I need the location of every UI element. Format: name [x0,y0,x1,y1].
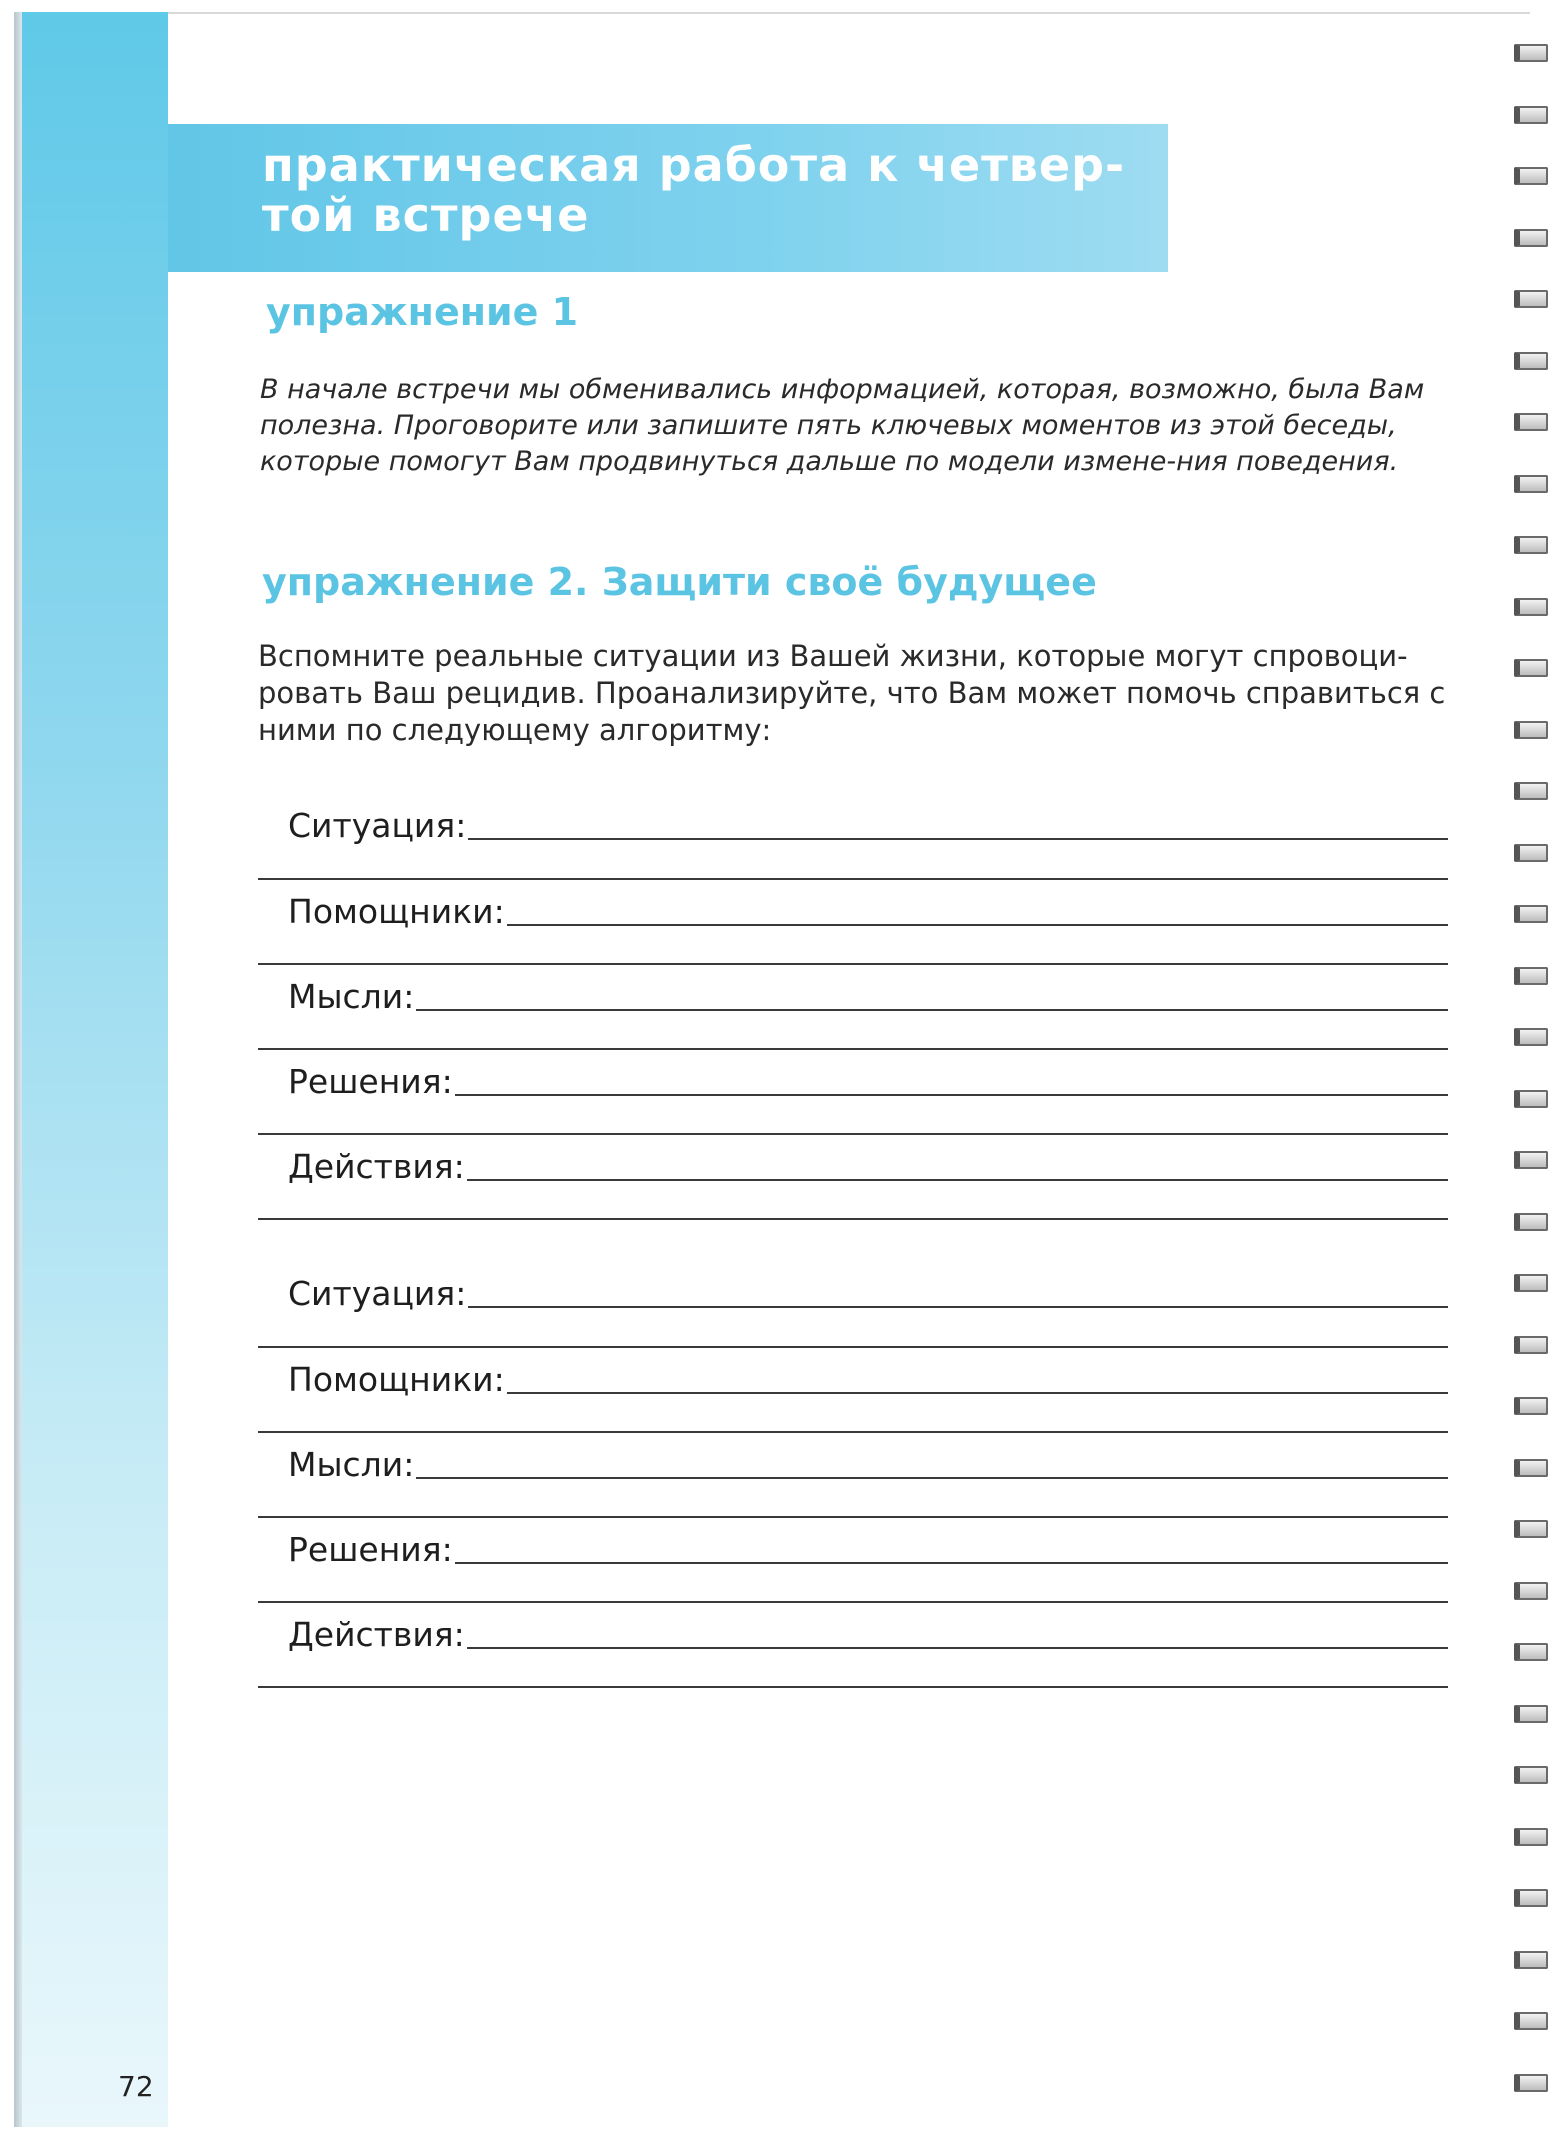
decisions-label: Решения: [288,1530,453,1569]
helpers-write-line[interactable] [507,1392,1448,1394]
spiral-ring [1514,1274,1548,1292]
spiral-ring [1514,536,1548,554]
spiral-ring [1514,1705,1548,1723]
exercise-1-text: В начале встречи мы обменивались информацией, которая, возможно, была Вам полезна. Проговорите или запишите пять ключевых моментов из этой беседы, которые помогут Вам продвинуться дальше по модели измене-ния поведения. [260,374,1425,477]
actions-label: Действия: [288,1147,465,1186]
spiral-ring [1514,721,1548,739]
actions-field-1[interactable] [288,1141,1448,1187]
blank-line[interactable] [258,1218,1448,1220]
spiral-ring [1514,659,1548,677]
thoughts-write-line[interactable] [416,1477,1448,1479]
helpers-label: Помощники: [288,1360,505,1399]
exercise-1-heading: упражнение 1 [266,290,579,334]
spiral-ring [1514,2074,1548,2092]
actions-write-line[interactable] [467,1179,1448,1181]
spiral-ring [1514,1766,1548,1784]
page-title-text: практическая работа к четвер- той встрече [262,138,1126,242]
spiral-ring [1514,1889,1548,1907]
situation-label: Ситуация: [288,806,467,845]
helpers-field-1[interactable] [288,886,1448,932]
spiral-ring [1514,1336,1548,1354]
spiral-ring [1514,229,1548,247]
decisions-field-1[interactable] [288,1056,1448,1102]
spiral-ring [1514,905,1548,923]
page-title [262,140,1142,240]
spiral-binding [1514,36,1544,2126]
spiral-ring [1514,967,1548,985]
situation-write-line[interactable] [468,1306,1448,1308]
page-number: 72 [118,2070,154,2103]
spiral-ring [1514,167,1548,185]
actions-write-line[interactable] [467,1647,1448,1649]
left-band-shadow [14,12,22,2127]
helpers-field-2[interactable] [288,1354,1448,1400]
page-top-edge [150,12,1530,14]
blank-line[interactable] [258,1431,1448,1433]
blank-line[interactable] [258,878,1448,880]
blank-line[interactable] [258,1346,1448,1348]
spiral-ring [1514,2012,1548,2030]
decisions-label: Решения: [288,1062,453,1101]
thoughts-write-line[interactable] [416,1009,1448,1011]
spiral-ring [1514,413,1548,431]
spiral-ring [1514,106,1548,124]
situation-write-line[interactable] [468,838,1448,840]
blank-line[interactable] [258,1133,1448,1135]
spiral-ring [1514,1520,1548,1538]
situation-field-1[interactable] [288,800,1448,846]
thoughts-label: Мысли: [288,977,415,1016]
blank-line[interactable] [258,1686,1448,1688]
spiral-ring [1514,1459,1548,1477]
thoughts-field-2[interactable] [288,1439,1448,1485]
spiral-ring [1514,844,1548,862]
spiral-ring [1514,1643,1548,1661]
left-color-band [14,12,168,2127]
spiral-ring [1514,1582,1548,1600]
actions-field-2[interactable] [288,1609,1448,1655]
decisions-field-2[interactable] [288,1524,1448,1570]
spiral-ring [1514,1951,1548,1969]
spiral-ring [1514,1151,1548,1169]
actions-label: Действия: [288,1615,465,1654]
blank-line[interactable] [258,1601,1448,1603]
spiral-ring [1514,598,1548,616]
spiral-ring [1514,1213,1548,1231]
exercise-2-text: Вспомните реальные ситуации из Вашей жизни, которые могут спровоци-ровать Ваш рецидив. Проанализируйте, что Вам может помочь справиться с ними по следующему алгоритму: [258,639,1446,747]
situation-label: Ситуация: [288,1274,467,1313]
blank-line[interactable] [258,963,1448,965]
spiral-ring [1514,1028,1548,1046]
spiral-ring [1514,1828,1548,1846]
spiral-ring [1514,475,1548,493]
decisions-write-line[interactable] [455,1562,1448,1564]
thoughts-field-1[interactable] [288,971,1448,1017]
spiral-ring [1514,44,1548,62]
spiral-ring [1514,352,1548,370]
spiral-ring [1514,290,1548,308]
thoughts-label: Мысли: [288,1445,415,1484]
helpers-write-line[interactable] [507,924,1448,926]
blank-line[interactable] [258,1516,1448,1518]
exercise-2-heading: упражнение 2. Защити своё будущее [262,560,1097,604]
helpers-label: Помощники: [288,892,505,931]
decisions-write-line[interactable] [455,1094,1448,1096]
spiral-ring [1514,1397,1548,1415]
spiral-ring [1514,1090,1548,1108]
situation-field-2[interactable] [288,1268,1448,1314]
blank-line[interactable] [258,1048,1448,1050]
spiral-ring [1514,782,1548,800]
